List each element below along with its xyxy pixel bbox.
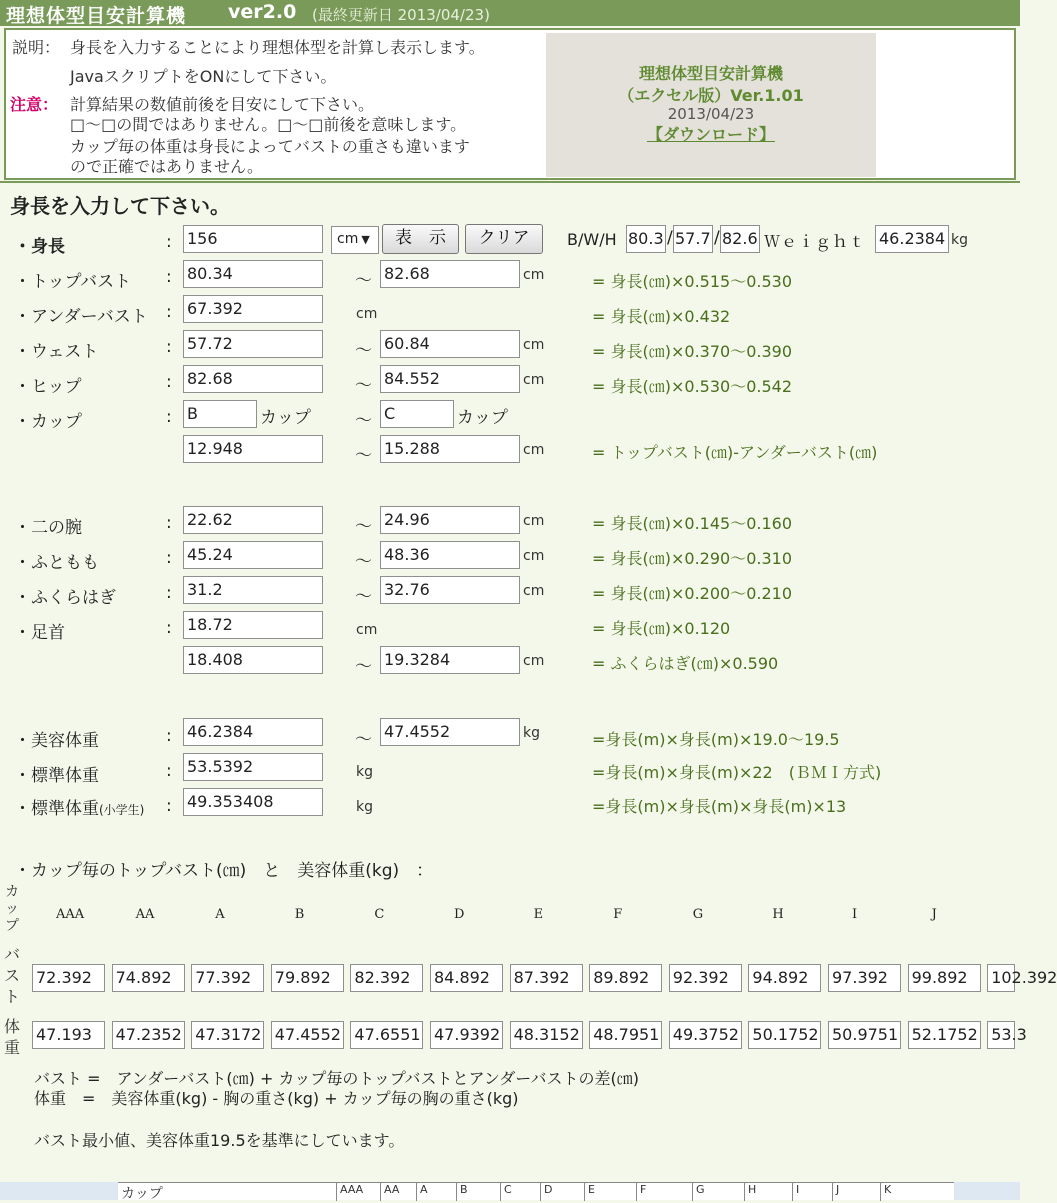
colon: : bbox=[166, 302, 172, 322]
bottom-cup-header: A bbox=[416, 1183, 456, 1201]
ankle-formula: = 身長(㎝)×0.120 bbox=[592, 619, 731, 638]
excel-date: 2013/04/23 bbox=[667, 105, 755, 123]
cup-header: AAA bbox=[56, 907, 85, 922]
cup-header: B bbox=[294, 907, 305, 922]
std-weight-child-output[interactable]: 49.353408 bbox=[183, 788, 323, 816]
upper-arm-min-output[interactable]: 22.62 bbox=[183, 506, 323, 534]
weight-output[interactable]: 46.2384 bbox=[875, 225, 949, 253]
cup-weight-output[interactable]: 47.2352 bbox=[112, 1021, 185, 1049]
hip-min-output[interactable]: 82.68 bbox=[183, 365, 323, 393]
waist-output[interactable]: 57.7 bbox=[673, 225, 713, 253]
cup-weight-output[interactable]: 47.193 bbox=[32, 1021, 105, 1049]
side-char: ト bbox=[4, 987, 21, 1006]
side-char: バ bbox=[4, 945, 21, 964]
side-char: カ bbox=[5, 884, 19, 900]
app-version: ver2.0 bbox=[228, 1, 297, 23]
cup-bust-output[interactable]: 92.392 bbox=[669, 964, 742, 992]
show-button[interactable]: 表 示 bbox=[382, 224, 459, 254]
calf-min-output[interactable]: 31.2 bbox=[183, 576, 323, 604]
cup-bust-output[interactable]: 89.892 bbox=[589, 964, 662, 992]
caution-text-4: ので正確ではありません。 bbox=[70, 157, 263, 176]
cup-weight-output[interactable]: 48.7951 bbox=[589, 1021, 662, 1049]
unit-cm: cm bbox=[523, 513, 545, 529]
colon: : bbox=[166, 726, 172, 746]
height-input[interactable]: 156 bbox=[183, 225, 323, 253]
beauty-weight-min-output[interactable]: 46.2384 bbox=[183, 718, 323, 746]
cup-bust-output[interactable]: 99.892 bbox=[908, 964, 981, 992]
cup-weight-output[interactable]: 52.1752 bbox=[908, 1021, 981, 1049]
cup-bust-output[interactable]: 74.892 bbox=[112, 964, 185, 992]
cup-min-output[interactable]: B bbox=[183, 400, 257, 428]
explain-label: 説明： bbox=[12, 38, 61, 57]
excel-version: （エクセル版）Ver.1.01 bbox=[618, 86, 804, 105]
cup-weight-output[interactable]: 49.3752 bbox=[669, 1021, 742, 1049]
cup-bust-output[interactable]: 84.892 bbox=[430, 964, 503, 992]
excel-download-panel bbox=[546, 33, 876, 177]
thigh-min-output[interactable]: 45.24 bbox=[183, 541, 323, 569]
unit-kg: kg bbox=[356, 764, 373, 780]
tilde: ～ bbox=[355, 341, 372, 361]
colon: : bbox=[166, 513, 172, 533]
cup-header: C bbox=[374, 907, 385, 922]
upper-arm-formula: = 身長(㎝)×0.145～0.160 bbox=[592, 514, 792, 533]
bottom-cup-header: D bbox=[540, 1183, 584, 1201]
cup-weight-output[interactable]: 48.3152 bbox=[510, 1021, 583, 1049]
unit-select[interactable] bbox=[331, 226, 379, 254]
tilde: ～ bbox=[355, 446, 372, 466]
colon: : bbox=[166, 796, 172, 816]
unit-kg: kg bbox=[356, 799, 373, 815]
cup-diff-formula: = トップバスト(㎝)-アンダーバスト(㎝) bbox=[592, 443, 878, 462]
tilde: ～ bbox=[355, 517, 372, 537]
cup-note-2: 体重 = 美容体重(kg) - 胸の重さ(kg) + カップ毎の胸の重さ(kg) bbox=[34, 1089, 519, 1108]
calf-label: ・ふくらはぎ bbox=[14, 588, 116, 608]
waist-formula: = 身長(㎝)×0.370～0.390 bbox=[592, 342, 792, 361]
weight-side-label bbox=[4, 1016, 20, 1058]
cup-header: I bbox=[852, 907, 858, 922]
hip-output[interactable]: 82.6 bbox=[720, 225, 760, 253]
app-title: 理想体型目安計算機 bbox=[6, 5, 187, 27]
unit-cm: cm bbox=[523, 548, 545, 564]
colon: : bbox=[166, 337, 172, 357]
cup-note-3: バスト最小値、美容体重19.5を基準にしています。 bbox=[34, 1131, 405, 1150]
colon: : bbox=[166, 548, 172, 568]
unit-cm: cm bbox=[356, 306, 378, 322]
ankle-calf-formula: = ふくらはぎ(㎝)×0.590 bbox=[592, 654, 779, 673]
cup-weight-output[interactable]: 47.6551 bbox=[350, 1021, 423, 1049]
caution-label: 注意： bbox=[10, 95, 59, 114]
beauty-weight-label: ・美容体重 bbox=[14, 731, 99, 751]
tilde: ～ bbox=[355, 552, 372, 572]
unit-select-value: cm bbox=[337, 231, 359, 247]
cup-bust-output[interactable]: 77.392 bbox=[191, 964, 264, 992]
side-char: 重 bbox=[4, 1038, 21, 1057]
tilde: ～ bbox=[355, 657, 372, 677]
tilde: ～ bbox=[355, 730, 372, 750]
side-char: 体 bbox=[4, 1017, 21, 1036]
cup-weight-output[interactable]: 50.1752 bbox=[748, 1021, 821, 1049]
cup-max-output[interactable]: C bbox=[380, 400, 454, 428]
colon: : bbox=[166, 618, 172, 638]
colon: : bbox=[166, 583, 172, 603]
unit-cm: cm bbox=[523, 583, 545, 599]
cup-header: E bbox=[533, 907, 544, 922]
side-char: ス bbox=[4, 966, 21, 985]
cup-side-label bbox=[4, 884, 20, 935]
download-link[interactable]: 【ダウンロード】 bbox=[646, 125, 775, 144]
clear-button[interactable]: クリア bbox=[465, 224, 543, 254]
tilde: ～ bbox=[355, 376, 372, 396]
ankle-label: ・足首 bbox=[14, 623, 65, 643]
calf-max-output[interactable]: 32.76 bbox=[380, 576, 520, 604]
bottom-cup-header: C bbox=[500, 1183, 540, 1201]
bottom-cup-table bbox=[118, 1182, 954, 1200]
upper-arm-label: ・二の腕 bbox=[14, 518, 82, 538]
std-weight-child-label-small: (小学生) bbox=[99, 803, 145, 817]
cup-header: A bbox=[215, 907, 225, 922]
std-weight-child-label-main: ・標準体重 bbox=[14, 799, 99, 819]
cup-header: H bbox=[772, 907, 784, 922]
ankle-output[interactable]: 18.72 bbox=[183, 611, 323, 639]
thigh-label: ・ふともも bbox=[14, 553, 99, 573]
std-weight-child-label bbox=[14, 794, 144, 819]
caution-text-1: 計算結果の数値前後を目安にして下さい。 bbox=[70, 95, 375, 114]
side-char: プ bbox=[5, 918, 19, 934]
cup-bust-output[interactable]: 82.392 bbox=[350, 964, 423, 992]
cup-bust-output[interactable]: 79.892 bbox=[271, 964, 344, 992]
tilde: ～ bbox=[355, 411, 372, 431]
colon: : bbox=[166, 407, 172, 427]
under-bust-output[interactable]: 67.392 bbox=[183, 295, 323, 323]
cup-header: J bbox=[931, 907, 937, 922]
std-weight-formula: =身長(m)×身長(m)×22 (ＢＭＩ方式) bbox=[592, 763, 882, 782]
unit-cm: cm bbox=[523, 337, 545, 353]
tilde: ～ bbox=[355, 271, 372, 291]
caution-text-2: □～□の間ではありません。□～□前後を意味します。 bbox=[70, 115, 467, 134]
unit-kg: kg bbox=[523, 725, 540, 741]
under-bust-formula: = 身長(㎝)×0.432 bbox=[592, 307, 731, 326]
cup-weight-output[interactable]: 47.3172 bbox=[191, 1021, 264, 1049]
weight-unit: kg bbox=[951, 232, 968, 248]
std-weight-output[interactable]: 53.5392 bbox=[183, 753, 323, 781]
caution-text-3: カップ毎の体重は身長によってバストの重さも違います bbox=[70, 137, 470, 156]
bottom-cup-header: H bbox=[744, 1183, 792, 1201]
cup-weight-output[interactable]: 53.3 bbox=[987, 1021, 1015, 1049]
cup-table-title: ・カップ毎のトップバスト(㎝) と 美容体重(kg) ： bbox=[14, 861, 434, 881]
std-weight-label: ・標準体重 bbox=[14, 766, 99, 786]
cup-header: D bbox=[454, 907, 465, 922]
cup-header: G bbox=[692, 907, 704, 922]
unit-cm: cm bbox=[523, 267, 545, 283]
thigh-formula: = 身長(㎝)×0.290～0.310 bbox=[592, 549, 792, 568]
beauty-weight-max-output[interactable]: 47.4552 bbox=[380, 718, 520, 746]
last-updated: (最終更新日 2013/04/23) bbox=[312, 6, 490, 24]
unit-cm: cm bbox=[523, 653, 545, 669]
bottom-cup-header: B bbox=[456, 1183, 500, 1201]
unit-cm: cm bbox=[523, 372, 545, 388]
cup-bust-output[interactable]: 87.392 bbox=[510, 964, 583, 992]
bottom-cup-header: E bbox=[584, 1183, 636, 1201]
cup-diff-max-output[interactable]: 15.288 bbox=[380, 435, 520, 463]
hip-label: ・ヒップ bbox=[14, 377, 82, 397]
cup-note-1: バスト = アンダーバスト(㎝) + カップ毎のトップバストとアンダーバストの差(㎝) bbox=[34, 1069, 639, 1088]
cup-diff-min-output[interactable]: 12.948 bbox=[183, 435, 323, 463]
bottom-cup-header: I bbox=[792, 1183, 832, 1201]
tilde: ～ bbox=[355, 587, 372, 607]
cup-weight-output[interactable]: 50.9751 bbox=[828, 1021, 901, 1049]
chevron-down-icon: ▼ bbox=[361, 233, 370, 246]
waist-max-output[interactable]: 60.84 bbox=[380, 330, 520, 358]
top-bust-label: ・トップバスト bbox=[14, 272, 132, 292]
ankle-calf-min-output[interactable]: 18.408 bbox=[183, 646, 323, 674]
unit-cm: cm bbox=[523, 442, 545, 458]
cup-bust-output[interactable]: 102.392 bbox=[987, 964, 1015, 992]
colon: : bbox=[166, 761, 172, 781]
cup-weight-output[interactable]: 47.4552 bbox=[271, 1021, 344, 1049]
explain-text-2: JavaスクリプトをONにして下さい。 bbox=[70, 67, 337, 86]
under-bust-label: ・アンダーバスト bbox=[14, 307, 148, 327]
beauty-weight-formula: =身長(m)×身長(m)×19.0～19.5 bbox=[592, 730, 840, 749]
slash: / bbox=[667, 228, 673, 248]
top-bust-max-output[interactable]: 82.68 bbox=[380, 260, 520, 288]
waist-min-output[interactable]: 57.72 bbox=[183, 330, 323, 358]
bottom-table-head: カップ bbox=[121, 1186, 163, 1202]
bottom-cup-header: AAA bbox=[336, 1183, 380, 1201]
bottom-cup-header: G bbox=[692, 1183, 744, 1201]
waist-label: ・ウェスト bbox=[14, 342, 99, 362]
side-char: ッ bbox=[5, 901, 19, 917]
top-bust-formula: = 身長(㎝)×0.515～0.530 bbox=[592, 272, 792, 291]
thigh-max-output[interactable]: 48.36 bbox=[380, 541, 520, 569]
unit-cm: cm bbox=[356, 622, 378, 638]
cup-unit-label: カップ bbox=[457, 408, 508, 428]
bottom-cup-header: K bbox=[880, 1183, 936, 1201]
ankle-calf-max-output[interactable]: 19.3284 bbox=[380, 646, 520, 674]
bottom-cup-header: F bbox=[636, 1183, 692, 1201]
bwh-label: B/W/H bbox=[567, 230, 617, 249]
cup-bust-output[interactable]: 94.892 bbox=[748, 964, 821, 992]
height-label: ・身長 bbox=[14, 237, 65, 257]
bust-side-label bbox=[4, 944, 20, 1007]
weight-label: Ｗｅｉｇｈｔ bbox=[764, 232, 867, 251]
hip-formula: = 身長(㎝)×0.530～0.542 bbox=[592, 377, 792, 396]
colon: : bbox=[166, 267, 172, 287]
cup-header: F bbox=[613, 907, 623, 922]
colon: : bbox=[166, 372, 172, 392]
cup-label: ・カップ bbox=[14, 412, 82, 432]
bottom-cup-header: J bbox=[832, 1183, 880, 1201]
colon: : bbox=[166, 232, 172, 252]
cup-bust-output[interactable]: 97.392 bbox=[828, 964, 901, 992]
bottom-cup-header: AA bbox=[380, 1183, 416, 1201]
title-bar bbox=[0, 0, 1020, 26]
cup-header: AA bbox=[135, 907, 155, 922]
explain-text-1: 身長を入力することにより理想体型を計算し表示します。 bbox=[70, 38, 485, 57]
section-title: 身長を入力して下さい。 bbox=[10, 194, 230, 218]
slash: / bbox=[714, 228, 720, 248]
section-divider bbox=[0, 181, 1020, 183]
cup-unit-label: カップ bbox=[260, 408, 311, 428]
excel-title: 理想体型目安計算機 bbox=[638, 64, 783, 83]
top-bust-min-output[interactable]: 80.34 bbox=[183, 260, 323, 288]
bust-output[interactable]: 80.3 bbox=[626, 225, 666, 253]
calf-formula: = 身長(㎝)×0.200～0.210 bbox=[592, 584, 792, 603]
hip-max-output[interactable]: 84.552 bbox=[380, 365, 520, 393]
upper-arm-max-output[interactable]: 24.96 bbox=[380, 506, 520, 534]
cup-bust-output[interactable]: 72.392 bbox=[32, 964, 105, 992]
cup-weight-output[interactable]: 47.9392 bbox=[430, 1021, 503, 1049]
std-weight-child-formula: =身長(m)×身長(m)×身長(m)×13 bbox=[592, 797, 847, 816]
